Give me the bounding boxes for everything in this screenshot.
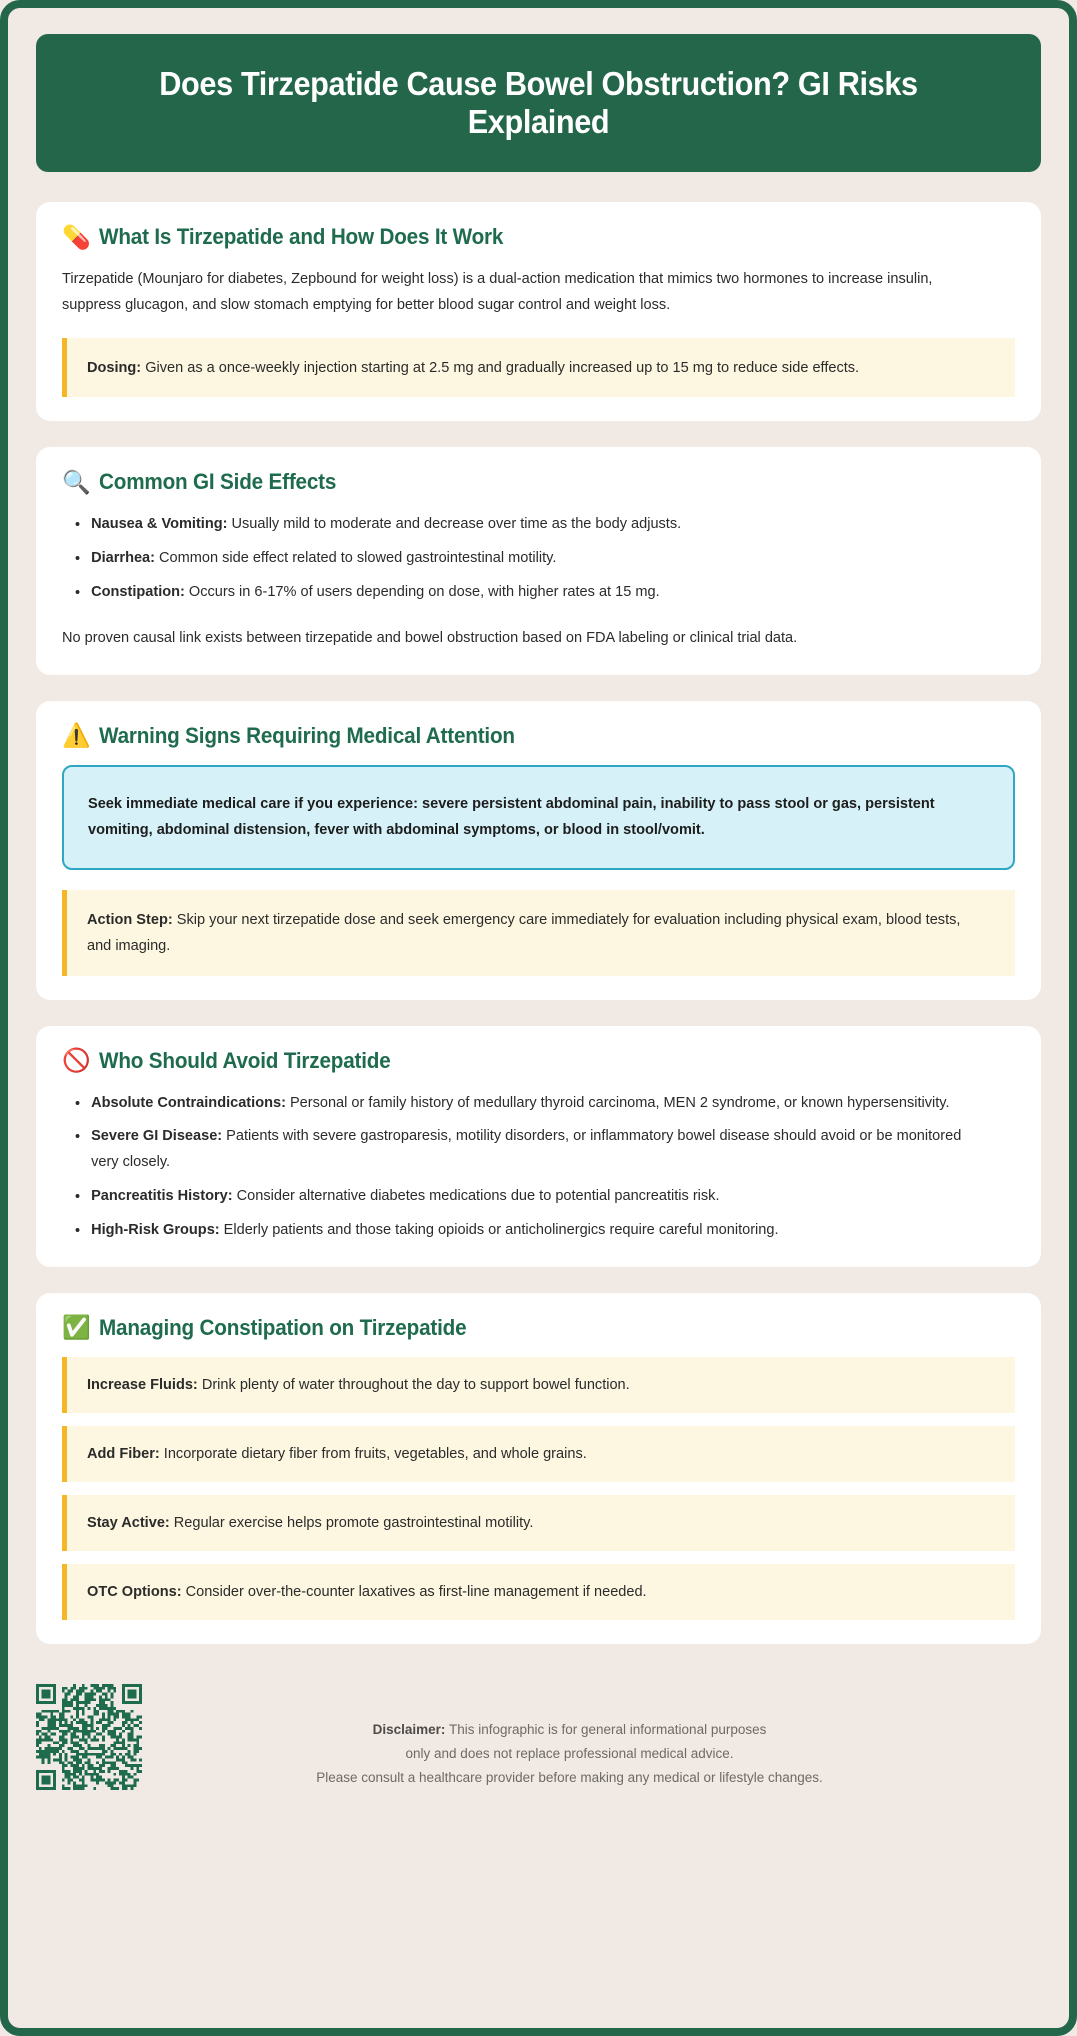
emergency-alert-box xyxy=(62,765,1015,870)
list-item-text: Consider alternative diabetes medications due to potential pancreatitis risk. xyxy=(232,1186,720,1204)
list-item xyxy=(62,511,986,537)
contraindications-list xyxy=(62,1090,1015,1243)
list-item-text: Elderly patients and those taking opioids or anticholinergics require careful monitoring. xyxy=(219,1220,779,1238)
callout-label: Action Step: xyxy=(87,910,173,928)
side-effects-list xyxy=(62,511,1015,604)
list-item xyxy=(62,1123,986,1175)
section-title: Managing Constipation on Tirzepatide xyxy=(99,1314,467,1340)
section-card-common-gi-side-effects xyxy=(36,447,1041,674)
section-title: What Is Tirzepatide and How Does It Work xyxy=(99,224,504,249)
section-paragraph: Tirzepatide (Mounjaro for diabetes, Zepbound for weight loss) is a dual-action medication that mimics two hormones to increase insulin, suppress glucagon, and slow stomach emptying for better blood sugar control and weight loss. xyxy=(62,270,933,313)
disclaimer-line-1: This infographic is for general informational purposes xyxy=(445,1721,767,1737)
tip-text: Consider over-the-counter laxatives as first-line management if needed. xyxy=(181,1582,647,1600)
tip-text: Drink plenty of water throughout the day to support bowel function. xyxy=(197,1375,630,1393)
section-title: Who Should Avoid Tirzepatide xyxy=(99,1047,391,1073)
callout-text: Given as a once-weekly injection starting at 2.5 mg and gradually increased up to 15 mg to reduce side effects. xyxy=(141,358,860,376)
tip-label: Increase Fluids: xyxy=(87,1375,198,1393)
warning-triangle-icon: ⚠️ xyxy=(62,722,91,749)
tip-text: Incorporate dietary fiber from fruits, vegetables, and whole grains. xyxy=(159,1444,587,1462)
alert-text: Seek immediate medical care if you experience: severe persistent abdominal pain, inability to pass stool or gas, persistent vomiting, abdominal distension, fever with abdominal symptoms, or blood in stool/vomit. xyxy=(88,794,935,839)
section-title: Warning Signs Requiring Medical Attention xyxy=(99,722,515,748)
list-item-label: Constipation: xyxy=(91,582,185,600)
list-item-text: Common side effect related to slowed gastrointestinal motility. xyxy=(154,549,557,567)
section-card-what-is-tirzepatide xyxy=(36,202,1041,421)
section-title: Common GI Side Effects xyxy=(99,469,337,495)
section-header xyxy=(62,469,1015,495)
section-header xyxy=(62,1048,1015,1074)
list-item-text: Patients with severe gastroparesis, motility disorders, or inflammatory bowel disease should avoid or be monitored very closely. xyxy=(91,1127,962,1171)
list-item-label: Severe GI Disease: xyxy=(91,1127,223,1145)
action-step-callout xyxy=(62,890,1015,976)
tip-label: Stay Active: xyxy=(87,1513,170,1531)
list-item-label: Absolute Contraindications: xyxy=(91,1093,286,1111)
list-item xyxy=(62,1217,986,1243)
callout-label: Dosing: xyxy=(87,358,142,376)
list-item xyxy=(62,1183,986,1209)
disclaimer-label: Disclaimer: xyxy=(372,1721,446,1737)
list-item-label: High-Risk Groups: xyxy=(91,1220,220,1238)
tip-strip xyxy=(62,1564,1015,1620)
list-item xyxy=(62,579,986,605)
section-header xyxy=(62,1315,1015,1341)
list-item xyxy=(62,545,986,571)
list-item-text: Occurs in 6-17% of users depending on dose, with higher rates at 15 mg. xyxy=(184,582,660,600)
section-header xyxy=(62,224,1015,250)
section-header xyxy=(62,723,1015,749)
tip-label: OTC Options: xyxy=(87,1582,182,1600)
list-item-text: Personal or family history of medullary thyroid carcinoma, MEN 2 syndrome, or known hypersensitivity. xyxy=(285,1093,950,1111)
page-title: Does Tirzepatide Cause Bowel Obstruction? GI Risks Explained xyxy=(159,65,918,140)
qr-code[interactable] xyxy=(36,1684,142,1790)
section-card-warning-signs xyxy=(36,701,1041,1000)
list-item-text: Usually mild to moderate and decrease over time as the body adjusts. xyxy=(227,515,682,533)
magnifying-glass-icon: 🔍 xyxy=(62,468,91,495)
callout-text: Skip your next tirzepatide dose and seek emergency care immediately for evaluation including physical exam, blood tests, and imaging. xyxy=(87,910,961,954)
tip-strip xyxy=(62,1426,1015,1482)
dosing-callout xyxy=(62,338,1015,398)
prohibited-icon: 🚫 xyxy=(62,1047,91,1074)
header-banner xyxy=(36,34,1041,172)
tip-text: Regular exercise helps promote gastrointestinal motility. xyxy=(169,1513,534,1531)
pill-icon: 💊 xyxy=(62,223,91,250)
disclaimer-text xyxy=(142,1684,1037,1790)
section-card-who-should-avoid xyxy=(36,1026,1041,1267)
disclaimer-line-3: Please consult a healthcare provider before making any medical or lifestyle changes. xyxy=(316,1769,823,1785)
disclaimer-line-2: only and does not replace professional medical advice. xyxy=(405,1745,734,1761)
list-item-label: Nausea & Vomiting: xyxy=(91,515,228,533)
list-item-label: Pancreatitis History: xyxy=(91,1186,233,1204)
footer xyxy=(36,1670,1041,1800)
list-item xyxy=(62,1090,986,1116)
check-mark-button-icon: ✅ xyxy=(62,1314,91,1341)
tip-strip xyxy=(62,1495,1015,1551)
tip-strip xyxy=(62,1357,1015,1413)
section-note: No proven causal link exists between tirzepatide and bowel obstruction based on FDA labeling or clinical trial data. xyxy=(62,628,798,646)
tip-label: Add Fiber: xyxy=(87,1444,160,1462)
section-card-managing-constipation xyxy=(36,1293,1041,1644)
list-item-label: Diarrhea: xyxy=(91,549,155,567)
